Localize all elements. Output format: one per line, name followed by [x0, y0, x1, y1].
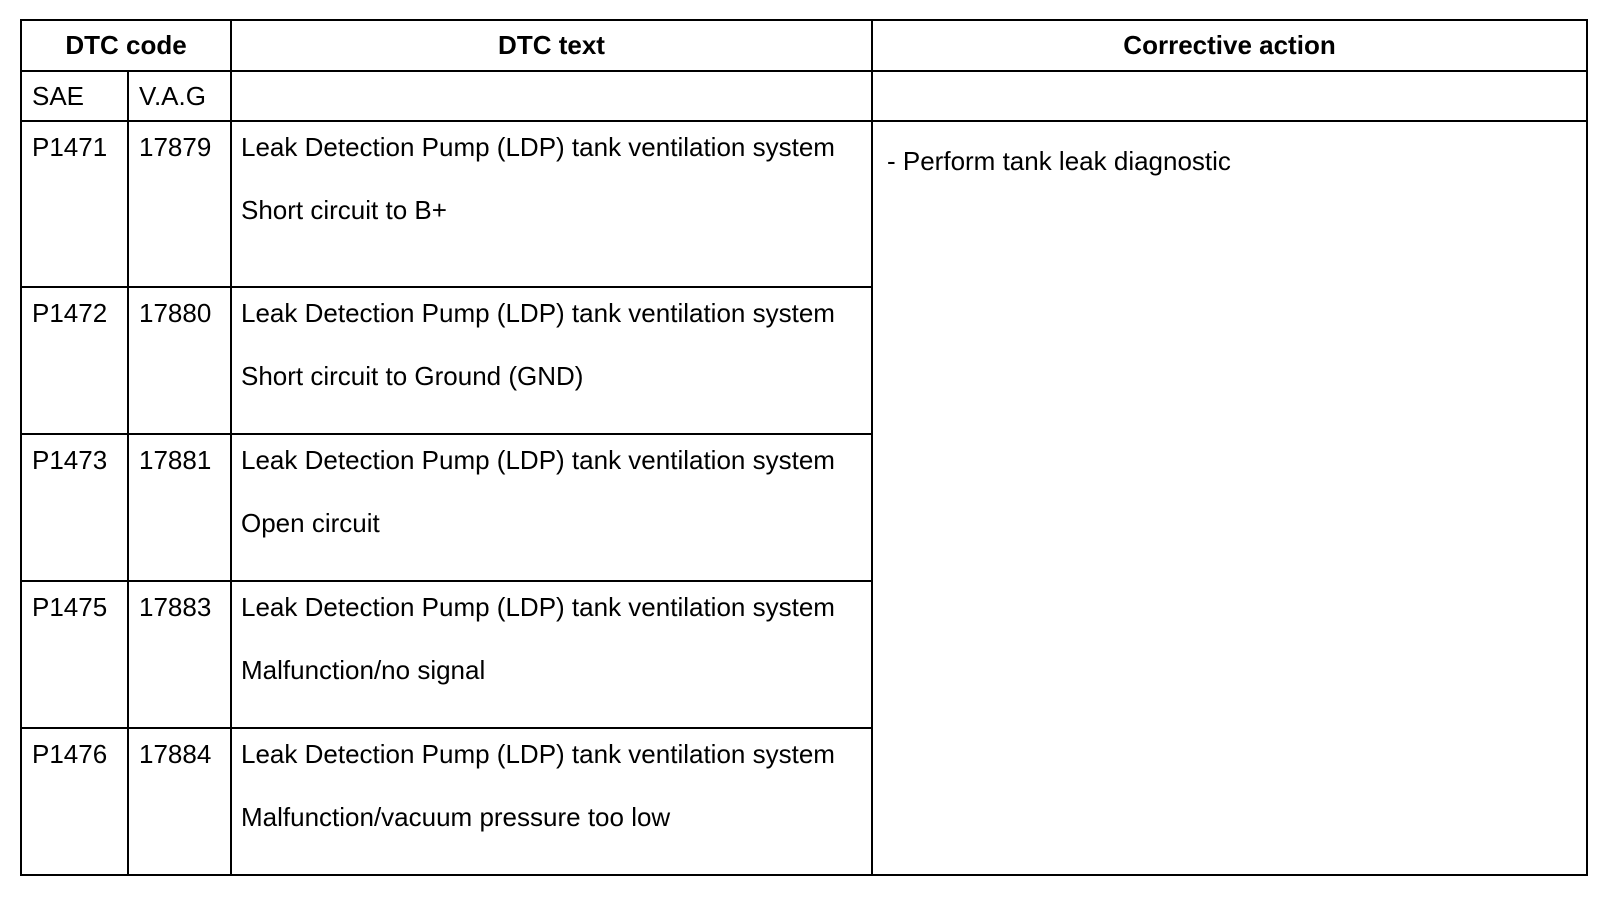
dtc-condition: Short circuit to B+	[241, 195, 447, 226]
subheader-row	[21, 71, 1587, 121]
sae-code: P1472	[21, 287, 128, 434]
dtc-condition: Short circuit to Ground (GND)	[241, 360, 584, 391]
dtc-text-cell	[231, 434, 872, 581]
dtc-condition: Malfunction/no signal	[241, 654, 486, 685]
vag-code: 17879	[128, 121, 231, 286]
header-dtc-code: DTC code	[21, 20, 231, 71]
dtc-description: Leak Detection Pump (LDP) tank ventilation system	[241, 738, 835, 769]
dtc-text-cell	[231, 121, 872, 286]
header-row	[21, 20, 1587, 71]
sae-code: P1473	[21, 434, 128, 581]
subheader-vag: V.A.G	[128, 71, 231, 121]
table-row	[21, 121, 1587, 286]
vag-code: 17880	[128, 287, 231, 434]
dtc-description: Leak Detection Pump (LDP) tank ventilation system	[241, 297, 835, 328]
sae-code: P1471	[21, 121, 128, 286]
vag-code: 17883	[128, 581, 231, 728]
vag-code: 17884	[128, 728, 231, 875]
dtc-condition: Malfunction/vacuum pressure too low	[241, 801, 671, 832]
subheader-corrective-action-empty	[872, 71, 1587, 121]
dtc-text-cell	[231, 728, 872, 875]
dtc-description: Leak Detection Pump (LDP) tank ventilation system	[241, 132, 835, 163]
sae-code: P1475	[21, 581, 128, 728]
dtc-text-cell	[231, 287, 872, 434]
corrective-action-cell: - Perform tank leak diagnostic	[872, 121, 1587, 875]
dtc-description: Leak Detection Pump (LDP) tank ventilation system	[241, 591, 835, 622]
dtc-condition: Open circuit	[241, 507, 380, 538]
sae-code: P1476	[21, 728, 128, 875]
header-dtc-text: DTC text	[231, 20, 872, 71]
dtc-table	[20, 19, 1588, 876]
vag-code: 17881	[128, 434, 231, 581]
subheader-sae: SAE	[21, 71, 128, 121]
subheader-dtc-text-empty	[231, 71, 872, 121]
header-corrective-action: Corrective action	[872, 20, 1587, 71]
dtc-description: Leak Detection Pump (LDP) tank ventilation system	[241, 444, 835, 475]
dtc-text-cell	[231, 581, 872, 728]
